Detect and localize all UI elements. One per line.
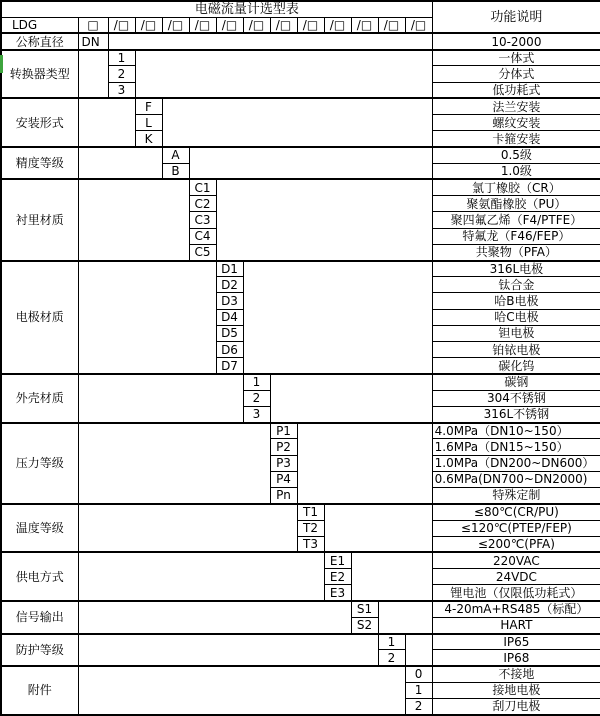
model-label: LDG — [1, 17, 78, 33]
filler-cell — [162, 98, 432, 147]
desc-cell: 分体式 — [432, 66, 600, 82]
desc-cell: 316L电极 — [432, 261, 600, 277]
desc-cell: 哈C电极 — [432, 309, 600, 325]
filler-cell — [78, 50, 108, 99]
model-slot-box: /□ — [243, 17, 270, 33]
desc-cell: ≤120℃(PTEP/FEP) — [432, 520, 600, 536]
desc-cell: 不接地 — [432, 666, 600, 682]
model-slot-box: /□ — [324, 17, 351, 33]
desc-cell: 24VDC — [432, 569, 600, 585]
desc-cell: 接地电极 — [432, 682, 600, 698]
label-power-supply: 供电方式 — [1, 552, 78, 601]
code-cell: A — [162, 147, 189, 163]
code-cell: D4 — [216, 309, 243, 325]
table-row — [1, 147, 600, 163]
desc-cell: 钛合金 — [432, 277, 600, 293]
code-cell: 2 — [378, 650, 405, 666]
desc-cell: 特氟龙（F46/FEP） — [432, 228, 600, 244]
code-cell: P4 — [270, 471, 297, 487]
filler-cell — [405, 634, 432, 666]
code-cell: D3 — [216, 293, 243, 309]
code-cell: 1 — [405, 682, 432, 698]
code-cell: D5 — [216, 325, 243, 341]
title-row — [1, 1, 600, 17]
green-edge-artifact — [0, 55, 3, 73]
code-cell: C3 — [189, 212, 216, 228]
desc-cell: 特殊定制 — [432, 488, 600, 504]
code-cell: 1 — [378, 634, 405, 650]
desc-cell: 法兰安装 — [432, 98, 600, 114]
label-lining-material: 衬里材质 — [1, 179, 78, 260]
desc-cell: 钽电极 — [432, 325, 600, 341]
code-cell: P1 — [270, 423, 297, 439]
code-cell: E1 — [324, 552, 351, 568]
model-slot-box: /□ — [378, 17, 405, 33]
table-row — [1, 601, 600, 617]
code-cell: 2 — [243, 390, 270, 406]
filler-cell — [78, 147, 162, 179]
function-description-header: 功能说明 — [432, 1, 600, 33]
desc-cell: HART — [432, 617, 600, 633]
model-slot-box: /□ — [405, 17, 432, 33]
filler-cell — [78, 666, 405, 715]
desc-cell: 220VAC — [432, 552, 600, 568]
desc-cell: 氯丁橡胶（CR） — [432, 179, 600, 195]
code-cell: S2 — [351, 617, 378, 633]
desc-cell: 4-20mA+RS485（标配） — [432, 601, 600, 617]
desc-cell: 卡箍安装 — [432, 131, 600, 147]
desc-cell: 螺纹安装 — [432, 115, 600, 131]
desc-cell: ≤200℃(PFA) — [432, 536, 600, 552]
code-cell: D6 — [216, 342, 243, 358]
code-cell: P2 — [270, 439, 297, 455]
filler-cell — [108, 33, 432, 49]
table-row — [1, 634, 600, 650]
model-slot-box: /□ — [135, 17, 162, 33]
label-electrode-material: 电极材质 — [1, 261, 78, 375]
code-cell: E3 — [324, 585, 351, 601]
filler-cell — [216, 179, 432, 260]
filler-cell — [78, 374, 243, 423]
label-housing-material: 外壳材质 — [1, 374, 78, 423]
code-cell: T3 — [297, 536, 324, 552]
filler-cell — [78, 504, 297, 553]
desc-cell: 1.6MPa（DN15~150） — [432, 439, 600, 455]
desc-cell: 低功耗式 — [432, 82, 600, 98]
code-cell: D1 — [216, 261, 243, 277]
code-cell: 2 — [405, 698, 432, 715]
filler-cell — [78, 552, 324, 601]
label-converter-type: 转换器类型 — [1, 50, 78, 99]
code-cell: 3 — [243, 406, 270, 422]
page-title: 电磁流量计选型表 — [1, 1, 432, 17]
code-cell: D2 — [216, 277, 243, 293]
code-cell: C1 — [189, 179, 216, 195]
code-cell: Pn — [270, 488, 297, 504]
filler-cell — [378, 601, 432, 633]
code-cell: 0 — [405, 666, 432, 682]
model-slot-box: /□ — [189, 17, 216, 33]
table-row — [1, 504, 600, 520]
model-slot-box: /□ — [216, 17, 243, 33]
label-accuracy: 精度等级 — [1, 147, 78, 179]
desc-cell: 1.0级 — [432, 163, 600, 179]
filler-cell — [324, 504, 432, 553]
code-cell: D7 — [216, 358, 243, 374]
code-cell: C4 — [189, 228, 216, 244]
table-row — [1, 98, 600, 114]
model-slot-box: /□ — [270, 17, 297, 33]
desc-cell: 哈B电极 — [432, 293, 600, 309]
table-row — [1, 374, 600, 390]
desc-cell: 304不锈钢 — [432, 390, 600, 406]
label-pressure-class: 压力等级 — [1, 423, 78, 504]
code-cell: 1 — [108, 50, 135, 66]
table-row — [1, 261, 600, 277]
desc-cell: 共聚物（PFA） — [432, 244, 600, 260]
filler-cell — [78, 423, 270, 504]
desc-cell: 316L不锈钢 — [432, 406, 600, 422]
code-cell: P3 — [270, 455, 297, 471]
table-row — [1, 666, 600, 682]
code-cell: L — [135, 115, 162, 131]
label-installation: 安装形式 — [1, 98, 78, 147]
code-cell: E2 — [324, 569, 351, 585]
filler-cell — [351, 552, 432, 601]
desc-cell: 1.0MPa（DN200~DN600） — [432, 455, 600, 471]
code-cell: K — [135, 131, 162, 147]
filler-cell — [78, 601, 351, 633]
filler-cell — [243, 261, 432, 375]
model-slot-box: /□ — [351, 17, 378, 33]
filler-cell — [270, 374, 432, 423]
diameter-label: 公称直径 — [1, 33, 78, 49]
filler-cell — [189, 147, 432, 179]
desc-cell: 0.6MPa(DN700~DN2000) — [432, 471, 600, 487]
desc-cell: IP65 — [432, 634, 600, 650]
table-row — [1, 423, 600, 439]
label-protection-class: 防护等级 — [1, 634, 78, 666]
model-slot-box: /□ — [162, 17, 189, 33]
filler-cell — [78, 261, 216, 375]
diameter-row — [1, 33, 600, 49]
code-cell: B — [162, 163, 189, 179]
table-row — [1, 50, 600, 66]
desc-cell: 锂电池（仅限低功耗式） — [432, 585, 600, 601]
table-row — [1, 552, 600, 568]
model-slot-box: /□ — [297, 17, 324, 33]
model-first-box: □ — [78, 17, 108, 33]
code-cell: S1 — [351, 601, 378, 617]
code-cell: C2 — [189, 196, 216, 212]
code-cell: T1 — [297, 504, 324, 520]
diameter-desc: 10-2000 — [432, 33, 600, 49]
label-signal-output: 信号输出 — [1, 601, 78, 633]
code-cell: 1 — [243, 374, 270, 390]
code-cell: 2 — [108, 66, 135, 82]
desc-cell: 刮刀电极 — [432, 698, 600, 715]
desc-cell: ≤80℃(CR/PU) — [432, 504, 600, 520]
filler-cell — [297, 423, 432, 504]
desc-cell: 聚四氟乙烯（F4/PTFE） — [432, 212, 600, 228]
desc-cell: 一体式 — [432, 50, 600, 66]
desc-cell: 铂铱电极 — [432, 342, 600, 358]
filler-cell — [78, 98, 135, 147]
label-temperature-class: 温度等级 — [1, 504, 78, 553]
desc-cell: 碳化钨 — [432, 358, 600, 374]
desc-cell: 聚氨酯橡胶（PU） — [432, 196, 600, 212]
desc-cell: IP68 — [432, 650, 600, 666]
table-row — [1, 179, 600, 195]
code-cell: C5 — [189, 244, 216, 260]
code-cell: F — [135, 98, 162, 114]
desc-cell: 碳钢 — [432, 374, 600, 390]
filler-cell — [78, 179, 189, 260]
diameter-code: DN — [78, 33, 108, 49]
model-slot-box: /□ — [108, 17, 135, 33]
desc-cell: 4.0MPa（DN10~150） — [432, 423, 600, 439]
code-cell: 3 — [108, 82, 135, 98]
desc-cell: 0.5级 — [432, 147, 600, 163]
code-cell: T2 — [297, 520, 324, 536]
filler-cell — [135, 50, 432, 99]
filler-cell — [78, 634, 378, 666]
label-accessories: 附件 — [1, 666, 78, 715]
